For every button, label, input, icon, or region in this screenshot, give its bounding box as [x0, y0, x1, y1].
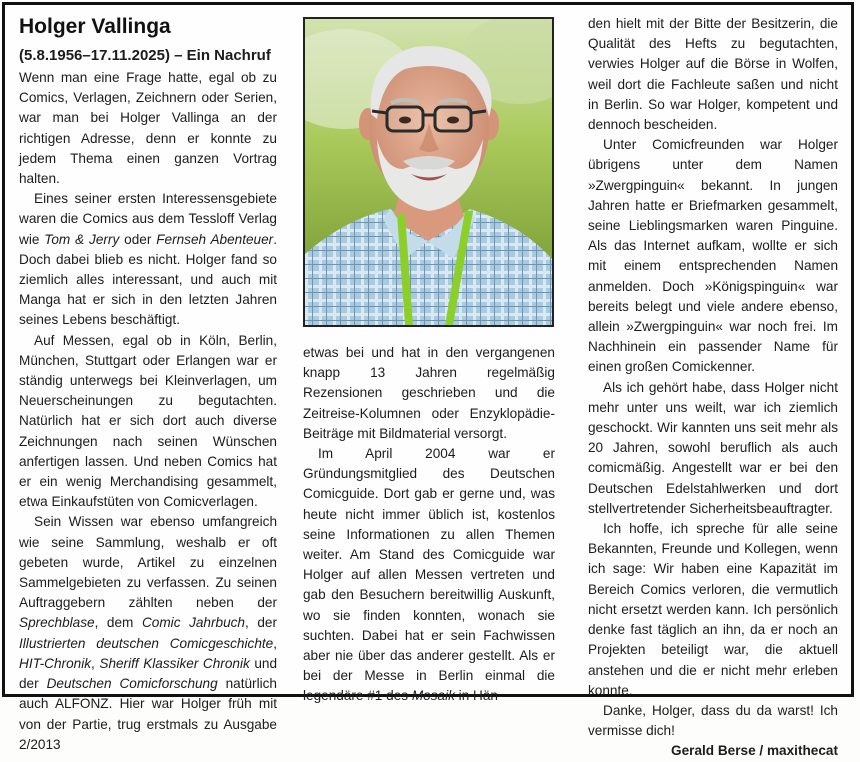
paragraph: etwas bei und hat in den vergangenen knapp 13 Jahren regelmäßig Rezensionen geschrieben und die Zeitreise-Kolumnen oder Enzyklopädie-Beiträge mit Bildmaterial versorgt. [303, 345, 555, 441]
paragraph: Wenn man eine Frage hatte, egal ob zu Comics, Verlagen, Zeichnern oder Serien, war man bei Holger Vallinga an der richtigen Adresse, denn er konnte zu jedem Thema einen ganzen Vortrag halten. [19, 70, 277, 187]
article-subtitle: (5.8.1956–17.11.2025) – Ein Nachruf [19, 47, 271, 64]
article-column-3 [588, 14, 838, 762]
article-column-1 [19, 14, 277, 755]
portrait-illustration [305, 19, 552, 325]
paragraph: Als ich gehört habe, dass Holger nicht mehr unter uns weilt, war ich ziemlich geschockt. Wir kannten uns seit mehr als 20 Jahren, sowohl beruflich als auch comicmäßig. Angestellt war er bei den Deutschen Edelstahlwerken und dort stellvertretender Sicherheitsbeauftragter. [588, 379, 838, 516]
article-column-2 [303, 343, 555, 707]
paragraph: Sein Wissen war ebenso umfangreich wie seine Sammlung, weshalb er oft gebeten wurde, Artikel zu einzelnen Sammelgebieten zu verfassen. Zu seinen Auftraggebern zählten neben der Sprechblase, dem Comic Jahrbuch, der Illustrierten deutschen Comicgeschichte, HIT-Chronik, Sheriff Klassiker Chronik und der Deutschen Comicforschung natürlich auch ALFONZ. Hier war Holger früh mit von der Partie, trug erstmals zu Ausgabe 2/2013 [19, 514, 278, 752]
paragraph: Im April 2004 war er Gründungsmitglied des Deutschen Comicguide. Dort gab er gerne und, was heute nicht immer üblich ist, kostenlos seine Informationen zu allen Themen weiter. Am Stand des Comicguide war Holger auf allen Messen vertreten und gab den Besuchern bereitwillig Auskunft, wo sie finden konnten, wonach sie suchten. Dabei hat er sein Fachwissen aber nie über das anderer gestellt. Als er bei der Messe in Berlin einmal die legendäre #1 des Mosaik in Hän- [303, 446, 555, 704]
portrait-photo [303, 17, 554, 327]
paragraph: Unter Comicfreunden war Holger übrigens unter dem Namen »Zwergpinguin« bekannt. In jungen Jahren hatte er Briefmarken gesammelt, seine Lieblingsmarken waren Pinguine. Als das Internet aufkam, wollte er sich mit einem entsprechenden Namen anmelden. Doch »Königspinguin« war bereits belegt und viele andere ebenso, allein »Zwergpinguin« war noch frei. Im Nachhinein ein passender Name für einen großen Comickenner. [588, 137, 838, 375]
paragraph: den hielt mit der Bitte der Besitzerin, die Qualität des Hefts zu begutachten, verwies Holger auf die Börse in Wolfen, weil dort die Fachleute saßen und nicht in Berlin. So war Holger, kompetent und dennoch bescheiden. [588, 16, 838, 133]
paragraph: Danke, Holger, dass du da warst! Ich vermisse dich! [588, 702, 838, 739]
paragraph: Auf Messen, egal ob in Köln, Berlin, München, Stuttgart oder Erlangen war er ständig unterwegs bei Kleinverlagen, um Neuerscheinungen zu begutachten. Natürlich hat er sich dort auch diverse Zeichnungen nach seinen Wünschen anfertigen lassen. Und neben Comics hat er ein wenig Merchandising gesammelt, etwa Einkaufstüten von Comicverlagen. [19, 332, 277, 510]
article-title: Holger Vallinga [19, 15, 171, 38]
author-byline: Gerald Berse / maxithecat [671, 743, 838, 759]
paragraph: Eines seiner ersten Interessensgebiete waren die Comics aus dem Tessloff Verlag wie Tom & Jerry oder Fernseh Abenteuer. Doch dabei blieb es nicht. Holger fand so ziemlich alles interessant, und auch mit Manga hat er sich in den letzten Jahren seines Lebens beschäftigt. [19, 191, 277, 328]
paragraph: Ich hoffe, ich spreche für alle seine Bekannten, Freunde und Kollegen, wenn ich sage: Wir haben eine Kapazität im Bereich Comics verloren, die vermutlich nicht ersetzt werden kann. Ich persönlich denke fast täglich an ihn, da er noch an Projekten beteiligt war, die aktuell anstehen und die er nicht mehr erleben konnte. [588, 521, 838, 698]
